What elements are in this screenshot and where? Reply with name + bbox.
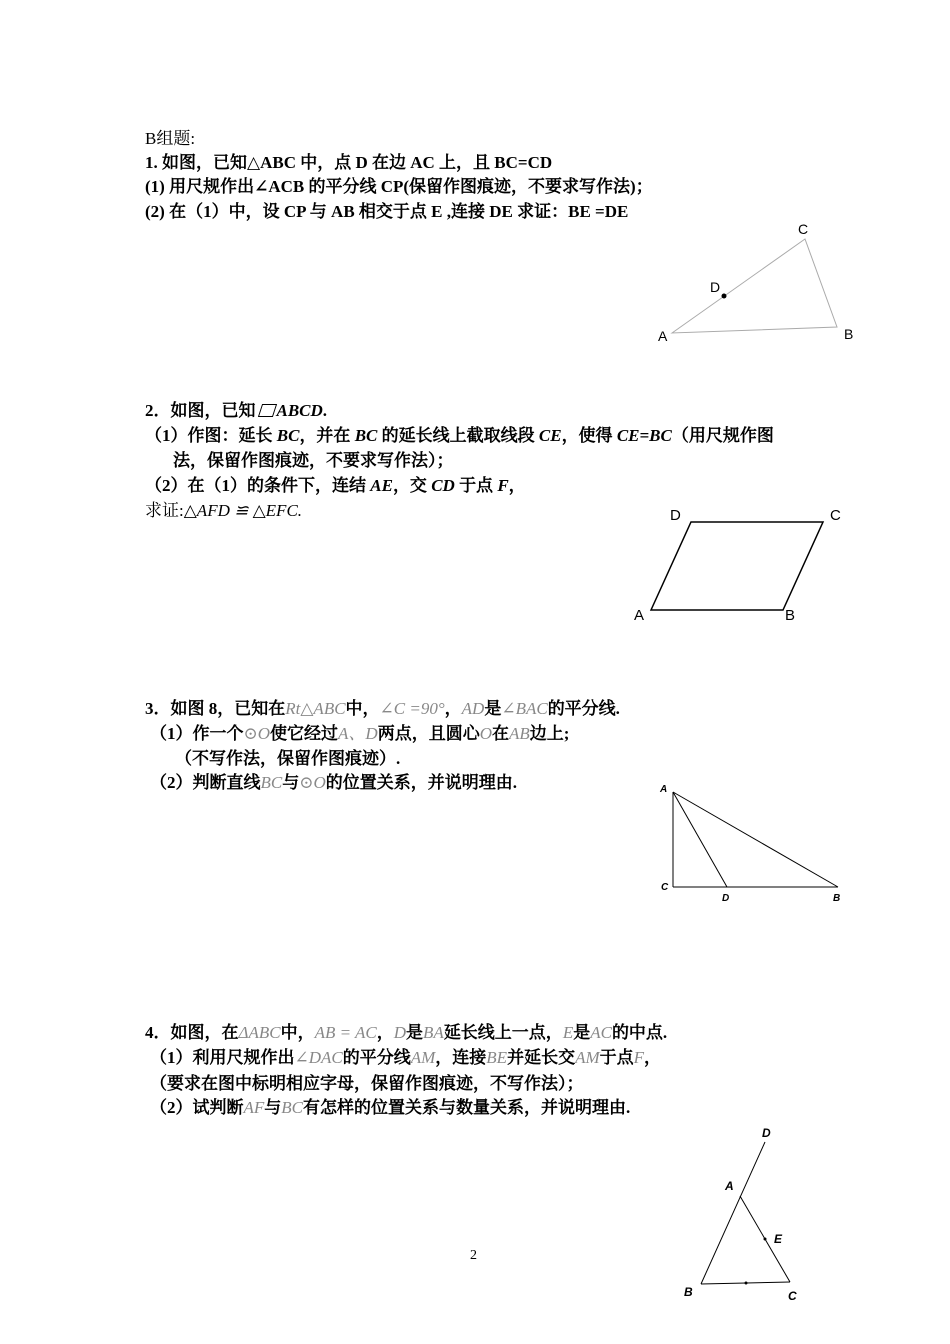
- q3-l2f: O: [479, 724, 492, 743]
- q4-l4c: 与: [264, 1098, 282, 1117]
- q2-l2f: CE: [538, 426, 562, 445]
- q1-label-a: A: [658, 328, 668, 344]
- q4-l2f: BE: [486, 1048, 508, 1067]
- q4-l2i: 于点: [599, 1048, 634, 1067]
- q4-line1: [145, 1022, 667, 1044]
- q3-label-c: C: [661, 882, 669, 893]
- q4-figure: [670, 1120, 820, 1310]
- q2-l4c: ，交: [392, 476, 432, 495]
- page-number: 2: [470, 1248, 477, 1263]
- q2-line5: [145, 500, 302, 522]
- q2-l1b: ABCD: [276, 401, 323, 420]
- q3-l1f: AD: [461, 699, 485, 718]
- q4-l4a: （2）试判断: [150, 1098, 244, 1117]
- q2-parallelogram: [651, 522, 823, 610]
- q2-l5a: 求证:: [145, 501, 184, 520]
- q4-l2a: （1）利用尺规作出: [150, 1048, 295, 1067]
- q3-line2: [150, 723, 569, 745]
- q3-l1g: 是: [484, 699, 502, 718]
- q3-l4c: 与: [282, 773, 300, 792]
- q4-l1f: D: [393, 1023, 407, 1042]
- q4-line2: [150, 1047, 661, 1069]
- q4-l4e: 有怎样的位置关系与数量关系，并说明理由.: [303, 1098, 631, 1117]
- q3-l1b: Rt△ABC: [285, 699, 346, 718]
- q3-l2i: 边上;: [529, 724, 570, 743]
- q3-l1d: ∠C =90°: [379, 699, 445, 718]
- q3-side-ab: [673, 792, 838, 887]
- q4-label-d: D: [762, 1126, 771, 1140]
- q3-l2d: A、D: [338, 724, 378, 743]
- q3-line3: （不写作法，保留作图痕迹）.: [175, 749, 401, 768]
- q3-l4d: ⊙O: [299, 773, 326, 792]
- q2-l2b: BC: [276, 426, 300, 445]
- q3-label-a: A: [660, 784, 668, 795]
- q3-l4a: （2）判断直线: [150, 773, 261, 792]
- q4-l2k: ，: [644, 1048, 662, 1067]
- q4-line4: [150, 1097, 630, 1119]
- q1-line2: (1) 用尺规作出∠ACB 的平分线 CP(保留作图痕迹，不要求写作法)；: [145, 177, 653, 196]
- q4-l2h: AM: [575, 1048, 600, 1067]
- q2-l4b: AE: [370, 476, 393, 495]
- section-header: [145, 128, 195, 150]
- q4-l1i: 延长线上一点，: [443, 1023, 563, 1042]
- q3-figure: [655, 780, 855, 910]
- parallelogram-icon: [257, 404, 276, 417]
- q3-l1h: ∠BAC: [501, 699, 548, 718]
- q1-triangle: [672, 239, 837, 333]
- q4-l2d: AM: [410, 1048, 436, 1067]
- q1-label-c: C: [798, 221, 809, 237]
- q3-l4e: 的位置关系，并说明理由.: [325, 773, 518, 792]
- q3-l4b: BC: [260, 773, 283, 792]
- q4-point-mid-bc: [745, 1282, 748, 1285]
- q2-label-b: B: [785, 607, 796, 624]
- q4-l1j: E: [562, 1023, 574, 1042]
- q2-l2a: （1）作图：延长: [145, 426, 277, 445]
- q4-l2j: F: [633, 1048, 645, 1067]
- q4-label-c: C: [788, 1289, 797, 1303]
- q3-l2c: 使它经过: [270, 724, 339, 743]
- q2-line1: [145, 400, 327, 422]
- q4-l2c: 的平分线: [342, 1048, 411, 1067]
- q4-point-e: [764, 1238, 767, 1241]
- q1-line3: (2) 在（1）中，设 CP 与 AB 相交于点 E ,连接 DE 求证：BE =DE: [145, 202, 629, 221]
- q3-line1: [145, 698, 620, 720]
- q2-line4: [145, 475, 526, 497]
- q4-label-e: E: [774, 1232, 783, 1246]
- q2-line3: 法，保留作图痕迹，不要求写作法）；: [173, 451, 454, 470]
- q4-l1l: AC: [590, 1023, 612, 1042]
- q3-label-b: B: [833, 893, 841, 904]
- q2-l4f: F: [497, 476, 509, 495]
- q2-l1c: .: [322, 401, 328, 420]
- q4-label-b: B: [684, 1285, 693, 1299]
- q2-label-a: A: [634, 607, 645, 624]
- q1-point-d: [722, 294, 727, 299]
- q4-l1g: 是: [406, 1023, 424, 1042]
- q2-l4d: CD: [431, 476, 455, 495]
- q4-l1k: 是: [573, 1023, 591, 1042]
- q2-line2: [145, 425, 774, 447]
- q3-l1a: 3．如图 8，已知在: [145, 699, 286, 718]
- q2-l2i: （用尺规作图: [671, 426, 774, 445]
- q2-l2c: ，并在: [299, 426, 355, 445]
- q3-label-d: D: [722, 893, 730, 904]
- q4-l2b: ∠DAC: [294, 1048, 343, 1067]
- q4-l1a: 4．如图，在: [145, 1023, 239, 1042]
- q4-line3: （要求在图中标明相应字母，保留作图痕迹，不写作法）；: [150, 1074, 584, 1093]
- q3-l1e: ，: [444, 699, 462, 718]
- q4-l1c: 中，: [280, 1023, 315, 1042]
- q4-l2g: 并延长交: [507, 1048, 576, 1067]
- q4-label-a: A: [725, 1179, 734, 1193]
- q2-label-c: C: [830, 507, 841, 524]
- q4-l4d: BC: [281, 1098, 304, 1117]
- q2-l4e: 于点: [454, 476, 498, 495]
- q2-l2d: BC: [354, 426, 378, 445]
- q2-l1a: 2．如图，已知: [145, 401, 256, 420]
- q3-l1c: 中，: [345, 699, 380, 718]
- q2-l4a: （2）在（1）的条件下，连结: [145, 476, 371, 495]
- q4-l4b: AF: [243, 1098, 265, 1117]
- q2-label-d: D: [670, 507, 681, 524]
- q2-l2e: 的延长线上截取线段: [377, 426, 539, 445]
- q3-l2h: AB: [508, 724, 530, 743]
- q3-l2e: 两点，且圆心: [377, 724, 480, 743]
- q3-bisector-ad: [673, 792, 727, 887]
- q1-line1: 1. 如图，已知△ABC 中，点 D 在边 AC 上，且 BC=CD: [145, 153, 553, 172]
- q4-l2e: ，连接: [435, 1048, 487, 1067]
- q3-l1i: 的平分线.: [547, 699, 620, 718]
- q3-l2g: 在: [491, 724, 509, 743]
- q4-l1b: ΔABC: [238, 1023, 281, 1042]
- q2-figure: [625, 500, 855, 630]
- q2-l2g: ，使得: [561, 426, 617, 445]
- q4-l1d: AB = AC: [314, 1023, 377, 1042]
- q2-l4g: ，: [508, 476, 526, 495]
- q4-l1m: 的中点.: [611, 1023, 668, 1042]
- q4-l1h: BA: [423, 1023, 444, 1042]
- q4-line-bd: [701, 1142, 765, 1284]
- section-header-text: B组题:: [145, 129, 196, 148]
- q3-line4: [150, 772, 517, 794]
- q3-l2b: ⊙O: [243, 724, 271, 743]
- q4-l1e: ，: [376, 1023, 394, 1042]
- q2-l2h: CE=BC: [616, 426, 672, 445]
- q3-l2a: （1）作一个: [150, 724, 244, 743]
- q1-label-d: D: [710, 279, 721, 295]
- q2-l5b: △AFD ≌ △EFC.: [183, 501, 303, 520]
- q1-label-b: B: [844, 326, 854, 342]
- q1-figure: [650, 220, 870, 350]
